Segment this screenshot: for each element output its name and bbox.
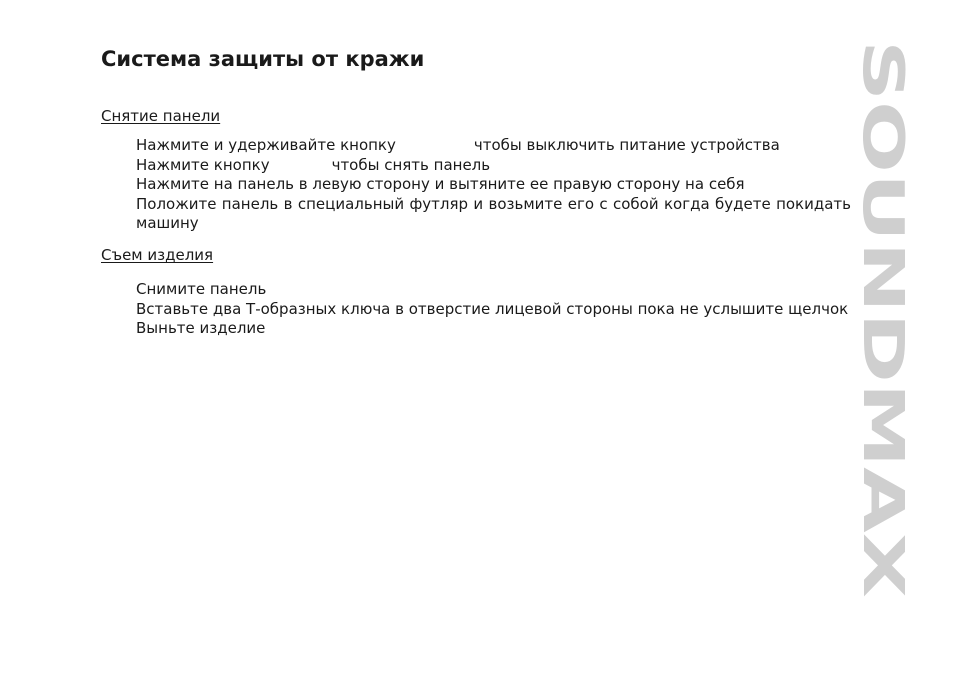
step-text: чтобы снять панель [331,155,491,174]
page-title: Система защиты от кражи [101,47,425,71]
list-item [136,156,851,176]
list-item: Нажмите на панель в левую сторону и вытяните ее правую сторону на себя [136,175,745,193]
list-item [136,136,851,156]
step-text: чтобы выключить питание устройства [473,136,780,154]
list-item: Положите панель в специальный футляр и возьмите его с собой когда будете покидать машину [136,194,851,232]
step-text: Нажмите и удерживайте кнопку [136,136,396,154]
soundmax-logo [850,40,915,600]
section-heading-unit-removal: Съем изделия [101,246,214,264]
logo-wordmark: SOUNDMAX [850,40,915,410]
list-item: Снимите панель [136,280,267,298]
unit-removal-steps [136,280,851,339]
panel-removal-steps [136,136,851,234]
list-item: Выньте изделие [136,319,266,337]
list-item: Вставьте два Т-образных ключа в отверстие лицевой стороны пока не услышите щелчок [136,299,849,318]
section-heading-panel-removal: Снятие панели [101,107,221,125]
step-text: Нажмите кнопку [136,155,270,174]
